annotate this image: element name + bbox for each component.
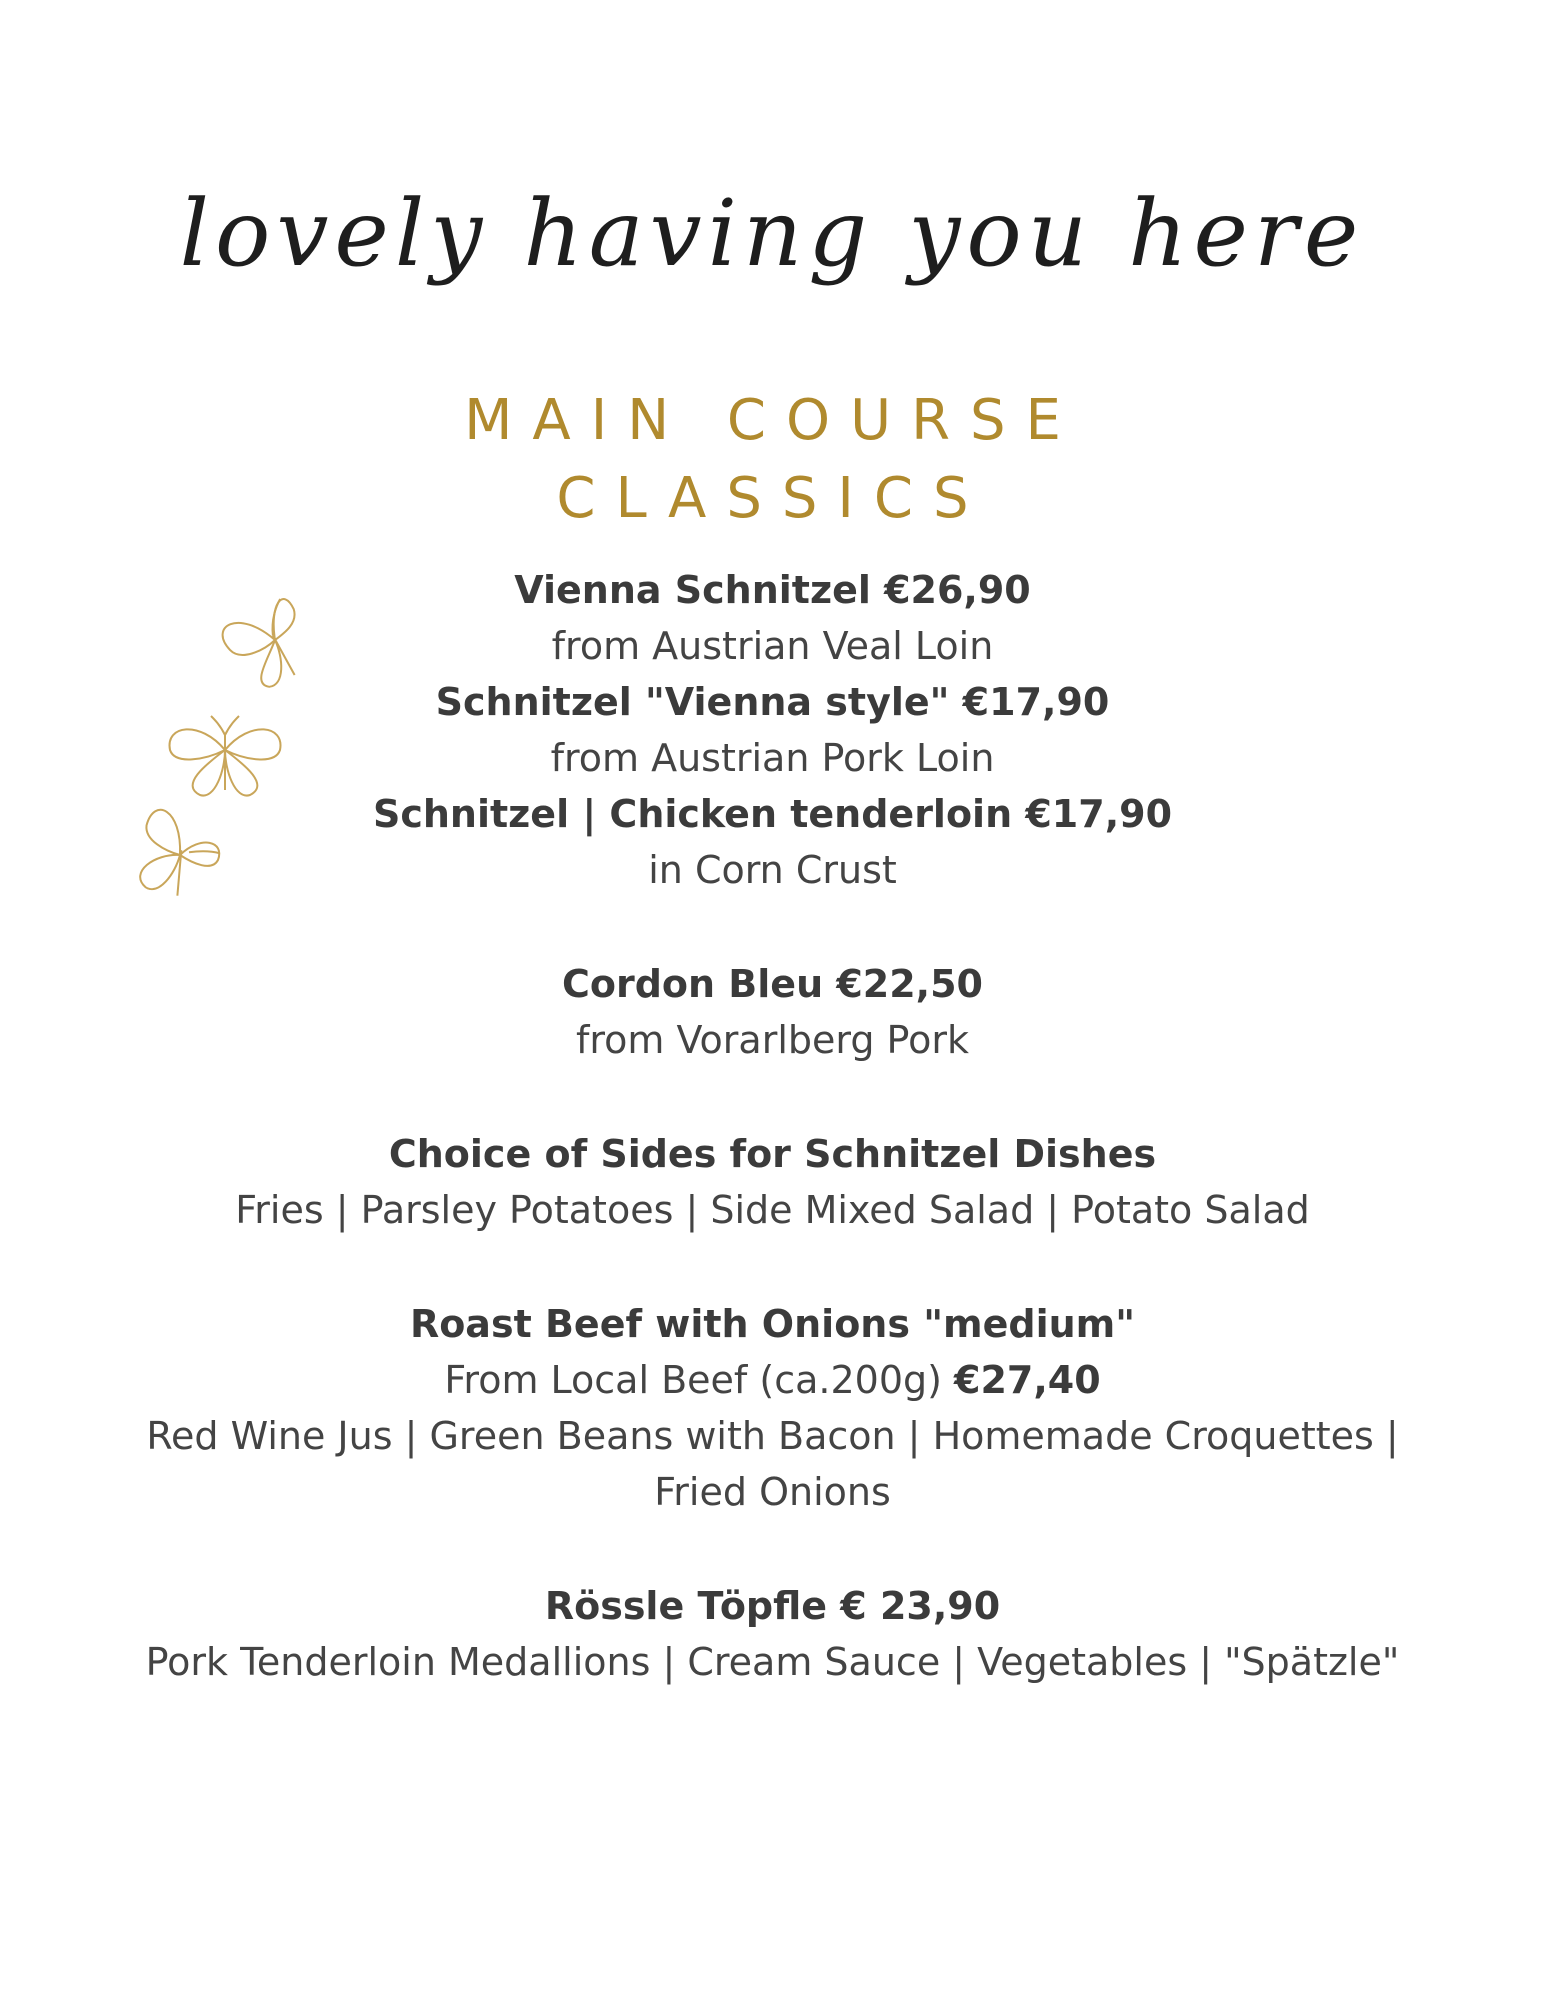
item-cordon-bleu: Cordon Bleu €22,50 [561, 962, 983, 1006]
item-schnitzel-vienna-style: Schnitzel "Vienna style" €17,90 [435, 680, 1110, 724]
item-roessle-toepfle: Rössle Töpfle € 23,90 [544, 1584, 1001, 1628]
item-chicken-schnitzel: Schnitzel | Chicken tenderloin €17,90 [372, 792, 1173, 836]
item-roessle-toepfle-desc: Pork Tenderloin Medallions | Cream Sauce | Vegetables | "Spätzle" [145, 1640, 1400, 1684]
item-vienna-schnitzel-desc: from Austrian Veal Loin [551, 624, 994, 668]
section-heading-line2: CLASSICS [556, 466, 989, 531]
item-vienna-schnitzel: Vienna Schnitzel €26,90 [514, 568, 1031, 612]
sides-title: Choice of Sides for Schnitzel Dishes [388, 1132, 1157, 1176]
sides-list: Fries | Parsley Potatoes | Side Mixed Salad | Potato Salad [235, 1188, 1310, 1232]
roast-beef-sides-line1: Red Wine Jus | Green Beans with Bacon | Homemade Croquettes | [146, 1414, 1399, 1458]
script-title-text: lovely having you here [179, 180, 1365, 287]
item-cordon-bleu-desc: from Vorarlberg Pork [576, 1018, 969, 1062]
item-schnitzel-vienna-style-desc: from Austrian Pork Loin [550, 736, 995, 780]
item-roast-beef-desc [0, 1352, 1545, 1408]
item-chicken-schnitzel-desc: in Corn Crust [648, 848, 897, 892]
section-heading-line1: MAIN COURSE [464, 388, 1081, 453]
roast-beef-origin: From Local Beef (ca.200g) [444, 1358, 942, 1402]
menu-list [0, 562, 1545, 1690]
roast-beef-price: €27,40 [954, 1358, 1101, 1402]
roast-beef-sides-line2: Fried Onions [654, 1470, 891, 1514]
script-title [0, 160, 1545, 340]
item-roast-beef: Roast Beef with Onions "medium" [409, 1302, 1136, 1346]
